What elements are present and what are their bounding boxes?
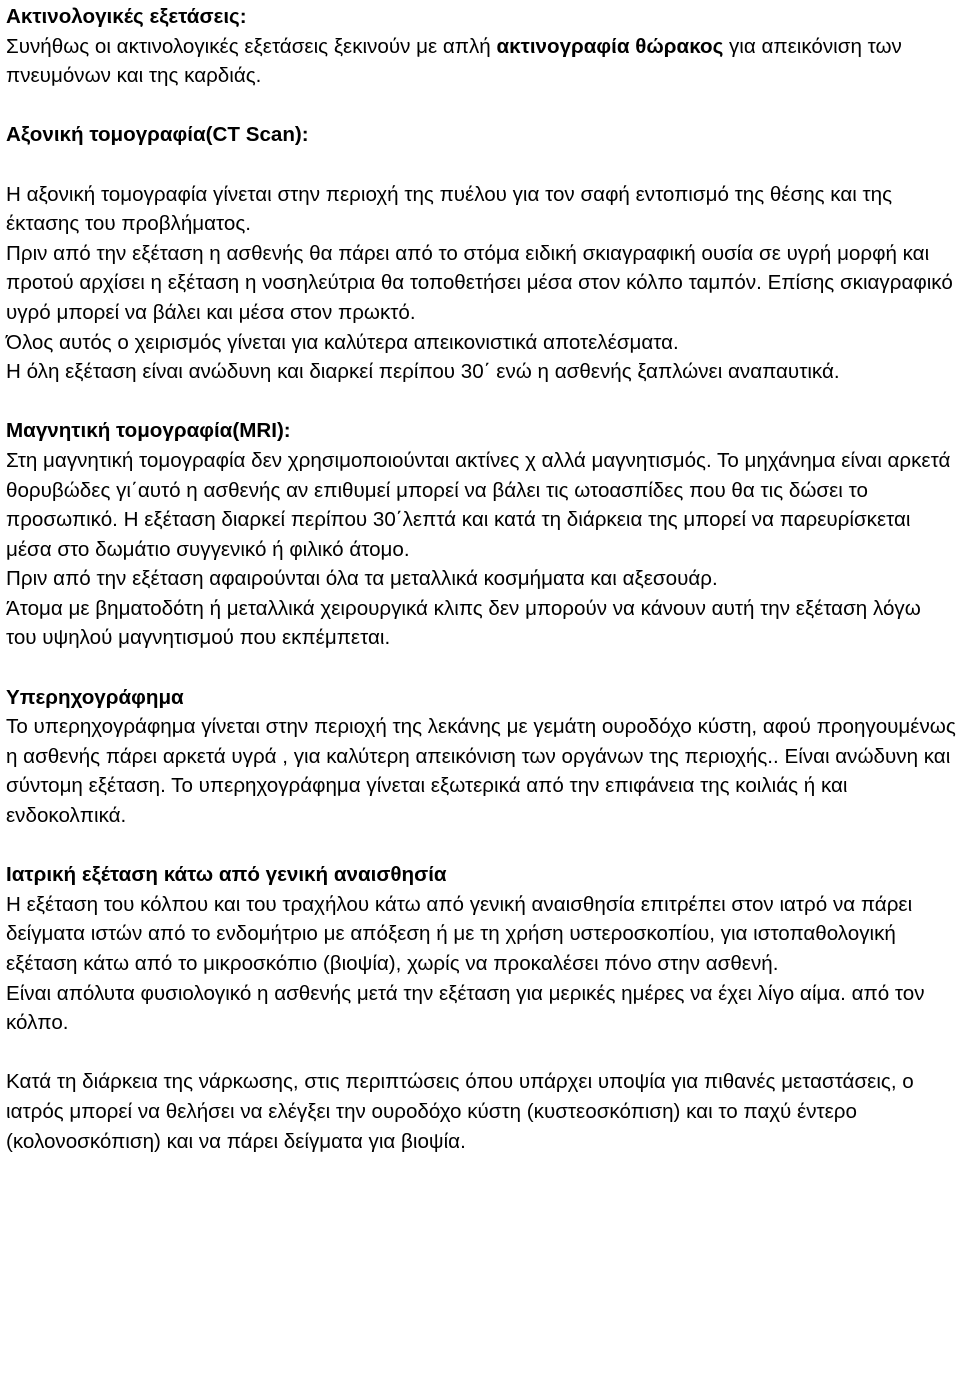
section-xray: [6, 2, 956, 91]
paragraph: Η εξέταση του κόλπου και του τραχήλου κάτω από γενική αναισθησία επιτρέπει στον ιατρό να πάρει δείγματα ιστών από το ενδομήτριο με απόξεση ή με τη χρήση υστεροσκοπίου, για ιστοπαθολογική εξέταση κάτω από το μικροσκόπιο (βιοψία), χωρίς να προκαλέσει πόνο στην ασθενή.: [6, 892, 913, 975]
paragraph: Η αξονική τομογραφία γίνεται στην περιοχή της πυέλου για τον σαφή εντοπισμό της θέσης και της έκτασης του προβλήματος.: [6, 182, 893, 236]
section-heading: Υπερηχογράφημα: [6, 685, 184, 709]
paragraph: Είναι απόλυτα φυσιολογικό η ασθενής μετά την εξέταση για μερικές ημέρες να έχει λίγο αίμα. από τον κόλπο.: [6, 981, 925, 1035]
blank-line: [6, 91, 956, 121]
paragraph: Όλος αυτός ο χειρισμός γίνεται για καλύτερα απεικονιστικά αποτελέσματα.: [6, 330, 679, 354]
paragraph: Άτομα με βηματοδότη ή μεταλλικά χειρουργικά κλιπς δεν μπορούν να κάνουν αυτή την εξέταση λόγω του υψηλού μαγνητισμού που εκπέμπεται.: [6, 596, 921, 650]
blank-line: [6, 387, 956, 417]
section-ct: [6, 120, 956, 386]
blank-line: [6, 831, 956, 861]
paragraph: Κατά τη διάρκεια της νάρκωσης, στις περιπτώσεις όπου υπάρχει υποψία για πιθανές μεταστάσεις, ο ιατρός μπορεί να θελήσει να ελέγξει την ουροδόχο κύστη (κυστεοσκόπιση) και το παχύ έντερο (κολονοσκόπιση) και να πάρει δείγματα για βιοψία.: [6, 1070, 914, 1153]
paragraph: Πριν από την εξέταση η ασθενής θα πάρει από το στόμα ειδική σκιαγραφική ουσία σε υγρή μορφή και προτού αρχίσει η εξέταση η νοσηλεύτρια θα τοποθετήσει μέσα στον κόλπο ταμπόν. Επίσης σκιαγραφικό υγρό μπορεί να βάλει και μέσα στον πρωκτό.: [6, 241, 953, 324]
text-run: Συνήθως οι ακτινολογικές εξετάσεις ξεκινούν με απλή: [6, 34, 497, 58]
section-heading: Ακτινολογικές εξετάσεις:: [6, 5, 247, 28]
section-heading: Αξονική τομογραφία(CT Scan):: [6, 123, 309, 147]
text-run: για απεικόνιση των πνευμόνων και της καρδιάς.: [6, 34, 902, 88]
paragraph: Πριν από την εξέταση αφαιρούνται όλα τα μεταλλικά κοσμήματα και αξεσουάρ.: [6, 567, 718, 591]
document-page: [6, 2, 956, 1156]
section-heading: Ιατρική εξέταση κάτω από γενική αναισθησία: [6, 863, 447, 887]
section-heading: Μαγνητική τομογραφία(MRI):: [6, 419, 291, 443]
paragraph: Η όλη εξέταση είναι ανώδυνη και διαρκεί περίπου 30΄ ενώ η ασθενής ξαπλώνει αναπαυτικά.: [6, 360, 840, 384]
blank-line: [6, 150, 956, 180]
paragraph: Το υπερηχογράφημα γίνεται στην περιοχή της λεκάνης με γεμάτη ουροδόχο κύστη, αφού προηγουμένως η ασθενής πάρει αρκετά υγρά , για καλύτερη απεικόνιση των οργάνων της περιοχής.. Είναι ανώδυνη και σύντομη εξέταση. Το υπερηχογράφημα γίνεται εξωτερικά από την επιφάνεια της κοιλιάς ή και ενδοκολπικά.: [6, 715, 956, 828]
blank-line: [6, 653, 956, 683]
blank-line: [6, 1038, 956, 1068]
section-anesthesia: [6, 860, 956, 1156]
section-mri: [6, 416, 956, 653]
paragraph: Στη μαγνητική τομογραφία δεν χρησιμοποιούνται ακτίνες χ αλλά μαγνητισμός. Το μηχάνημα είναι αρκετά θορυβώδες γι΄αυτό η ασθενής αν επιθυμεί μπορεί να βάλει τις ωτοασπίδες που θα τις δώσει το προσωπικό. Η εξέταση διαρκεί περίπου 30΄λεπτά και κατά τη διάρκεια της μπορεί να παρευρίσκεται μέσα στο δωμάτιο συγγενικό ή φιλικό άτομο.: [6, 448, 951, 561]
bold-term: ακτινογραφία θώρακος: [496, 34, 724, 58]
section-ultrasound: [6, 683, 956, 831]
paragraph: [6, 32, 956, 91]
